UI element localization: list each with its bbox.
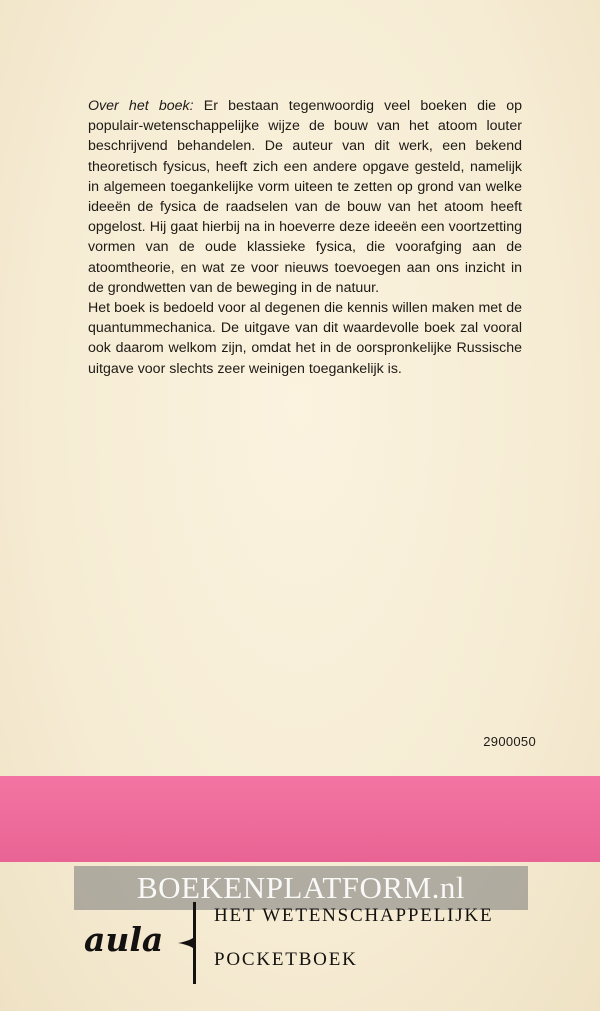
book-description [88,96,522,379]
series-title-line-1: HET WETENSCHAPPELIJKE [214,905,494,926]
description-text-1: Er bestaan tegenwoordig veel boeken die op populair-wetenschappelijke wijze de bouw van het atoom louter beschrijvend behandelen. De auteur van dit werk, een bekend theoretisch fysicus, heeft zich een andere opgave gesteld, namelijk in algemeen toegankelijke vorm uiteen te zetten op grond van welke ideeën de fysica de raadselen van de bouw van het atoom heeft opgelost. Hij gaat hierbij na in hoeverre deze ideeën een voortzetting vormen van de oude klassieke fysica, die voorafging aan de atoomtheorie, en wat ze voor nieuws toevoegen aan ons inzicht in de grondwetten van de beweging in de natuur. [88,98,522,296]
catalog-number: 2900050 [483,734,536,749]
pink-color-band [0,776,600,862]
watermark-banner: BOEKENPLATFORM.nl [74,866,528,910]
series-title-line-2: POCKETBOEK [214,949,358,970]
description-paragraph-1 [88,96,522,298]
description-paragraph-2: Het boek is bedoeld voor al degenen die kennis willen maken met de quantummechanica. De uitgave van dit waardevolle boek zal vooral ook daarom welkom zijn, omdat het in de oorspronkelijke Russische uitgave voor slechts zeer weinigen toegankelijk is. [88,300,522,377]
aula-arrow-mark-icon [176,900,204,986]
aula-logo: aula [84,920,164,959]
description-lead: Over het boek: [88,98,194,114]
